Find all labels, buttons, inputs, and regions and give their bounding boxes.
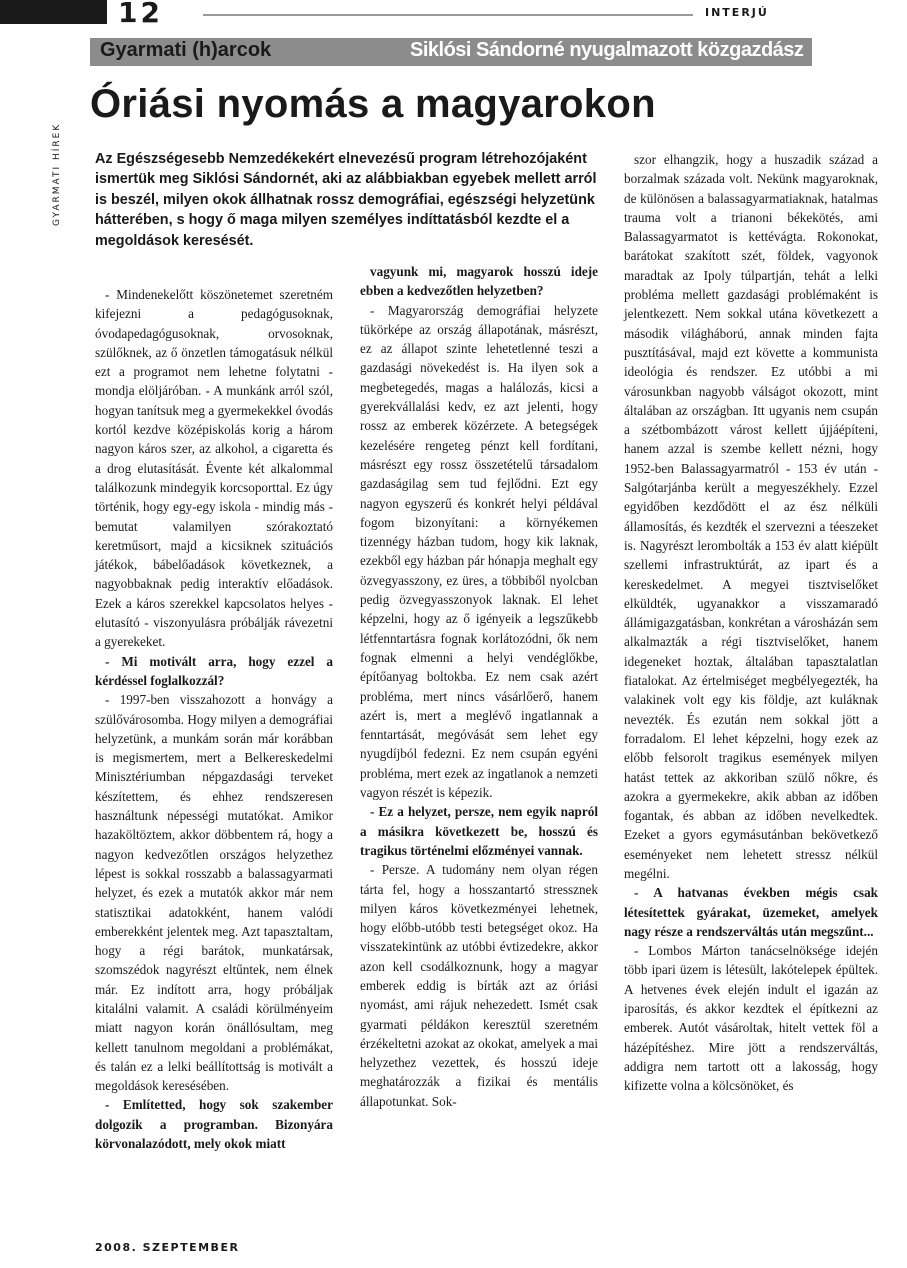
lead-paragraph	[95, 149, 607, 251]
question: - Említetted, hogy sok szakember dolgozik a programban. Bizonyára körvonalazódott, mely okok miatt	[95, 1097, 333, 1152]
issue-date: 2008. SZEPTEMBER	[95, 1241, 240, 1254]
article-column-3	[624, 150, 878, 1096]
paragraph: szor elhangzik, hogy a huszadik század a borzalmak százada volt. Nekünk magyaroknak, de különösen a balassagyarmatiaknak, hatalmas trauma volt a trianoni békekötés, ami Balassagyarmatot is kettévágta. Rokonokat, barátokat szakított szét, földek, vagyonok maradtak az Ipoly túlpartján, tehát a lelki probléma mellett gazdasági problémaként is jelentkezett. Nem sokkal utána következett a második világháború, annak minden fajta pusztításával, majd ezt követte a kommunista ideológia és rendszer. Ez utóbbi a mi városunkban nagyobb válságot okozott, mint általában az országban. Itt ugyanis nem csupán a szétbombázott várost kellett újjáépíteni, hanem azzal is szembe kellett nézni, hogy 1952-ben Balassagyarmatról - 153 év után - Salgótarjánba került a megyeszékhely. Ezzel egyidőben kezdődött el az ész nélküli államosítás, és kezdték el szervezni a téeszeket is. Nagyrészt lerombolták a 153 év alatt kiépült szellemi infrastruktúrát, az ipart és a kereskedelmet. A megyei tisztviselőket elküldték, ugyanakkor a visszamaradó állámigazgatásban, konkrétan a városházán sem alkalmazták a régi tisztviselőket, hanem idegeneket hoztak, általában tapasztalatlan fiatalokat. Az értelmiséget megbélyegezték, ha valakinek volt egy kis földje, azt kuláknak nevezték. És ezután nem sokkal jött a forradalom. El lehet képzelni, hogy ezek az előbb felsorolt tragikus események milyen hatást tettek az akkoriban szülő nőkre, és azokra a gyermekekre, akik abban az időben fogantak, és abban az időben nevelkedtek. Ezeket a gyors egymásutánban bekövetkező eseményeket nem lehetett stressz nélkül megélni.	[624, 152, 878, 881]
page-number-bar	[0, 0, 107, 24]
side-label-text: GYARMATI HÍREK	[52, 122, 62, 226]
paragraph: - Persze. A tudomány nem olyan régen tárta fel, hogy a hosszantartó stressznek milyen káros következményei lehetnek, hogy előbb-utóbb testi betegséget okoz. Ha visszatekintünk az utóbbi évtizedekre, akkor azon kell csodálkoznunk, hogy a magyar emberek eddig is bírták azt az óriási nyomást, ami rájuk nehezedett. Ismét csak gyarmati példákon keresztül szeretném érzékeltetni azokat az okokat, amelyek a mai helyzethez vezettek, és hosszú ideje meghatározzák a fizikai és mentális állapotunkat. Sok-	[360, 862, 598, 1109]
headline: Óriási nyomás a magyarokon	[90, 82, 656, 126]
article-column-2	[360, 262, 598, 1111]
side-label	[48, 100, 68, 270]
header-rule	[203, 14, 693, 16]
question: vagyunk mi, magyarok hosszú ideje ebben a kedvezőtlen helyzetben?	[360, 264, 598, 299]
paragraph: - Magyarország demográfiai helyzete tükörképe az ország állapotának, másrészt, ez az állapot szinte lehetetlenné teszi a gazdasági növekedést is. Ha ilyen sok a megbetegedés, magas a halálozás, kicsi a gyerekvállalási kedv, ez azt jelenti, hogy rossz az emberek közérzete. A betegségek kezelésére rengeteg pénzt kell fordítani, másrészt egy rossz összetételű társadalom gazdaságilag sem tud fejlődni. Ezt egy nagyon egyszerű és konkrét helyi példával fogom bizonyítani: a környékemen tizennégy házban tudom, hogy kik laknak, ezekből egy házban pár hónapja meghalt egy özvegyasszony, ez üres, a többiből nyolcban pedig özvegyasszonyok laknak. El lehet képzelni, hogy az ő igényeik a legszűkebb létfenntartásra fognak korlátozódni, ők nem fognak elmenni a helyi vendéglőkbe, építőanyag boltokba. Ez nem csak azért probléma, mert nincs vásárlőerő, hanem azért is, mert a meglévő ingatlannak a fenntartását, megóvását sem lehet egy nyugdíjból fedezni. Ez nem csupán egyéni probléma, mert ezek az ingatlanok a nemzeti vagyon részét is képezik.	[360, 302, 598, 801]
lead-text: Az Egészségesebb Nemzedékekért elnevezésű program létrehozójaként ismertük meg Siklósi Sándornét, aki az alábbiakban egyebek mellett arról is beszél, milyen okok állhatnak rossz demográfiai, egészségi helyzetünk hátterében, s hogy ő maga milyen személyes indíttatásból kezdte el a megoldások keresését.	[95, 151, 597, 249]
article-column-1	[95, 285, 333, 1153]
paragraph: - Mindenekelőtt köszönetemet szeretném kifejezni a pedagógusoknak, óvodapedagógusoknak, orvosoknak, szülőknek, az ő önzetlen támogatásuk nélkül ezt a programot nem lehetne folytatni - mondja elöljáróban. - A munkánk arról szól, hogyan tanítsuk meg a gyermekekkel óvodás kortól kezdve középiskolás korig a három nagyon káros szer, az alkohol, a cigaretta és a drog elutasítását. Évente két alkalommal találkozunk mindegyik korcsoporttal. Ez úgy történik, hogy egy-egy iskola - mindig más - bemutat valamilyen szórakoztató keretműsort, majd a kicsiknek szituációs játékok, bábelőadások következnek, a nagyobbaknak pedig interaktív előadások. Ezek a káros szerekkel kapcsolatos helyes - elutasító - viszonyulásra próbálják rávezetni a gyerekeket.	[95, 287, 333, 650]
question: - Ez a helyzet, persze, nem egyik napról a másikra következett be, hosszú és tragikus történelmi előzményei vannak.	[360, 804, 598, 858]
paragraph: - 1997-ben visszahozott a honvágy a szülővárosomba. Hogy milyen a demográfiai helyzetünk, a munkám során már korábban is megismertem, mert a Belkereskedelmi Minisztériumban népgazdasági terveket készítettem, és ehhez rendszeresen használtunk népességi mutatókat. Amikor hazaköltöztem, akkor döbbentem rá, hogy a nagyon kedvezőtlen országos helyzethez lépest is sokkal rosszabb a balassagyarmati helyzet, és ezek a mutatók akkor már nem statisztikai adatokként, hanem valódi emberekként jelentek meg. Azt tapasztaltam, hogy a régi barátok, munkatársak, szomszédok nagyrészt eltűntek, nem élnek már. Ez indított arra, hogy próbáljak kitalálni valamit. A családi körülményeim miatt nagyon korán önállósultam, meg kellett tanulnom megoldani a problémákat, és talán ez a lelki beállítottság is motivált a megoldások keresésében.	[95, 692, 333, 1094]
interview-subject: Siklósi Sándorné nyugalmazott közgazdász	[410, 39, 804, 61]
section-label: INTERJÚ	[705, 6, 769, 19]
paragraph: - Lombos Márton tanácselnöksége idején több ipari üzem is létesült, lakótelepek épültek. A hetvenes évek elején indult el igazán az iparosítás, és akkor kezdtek el építkezni az emberek. Autót vásároltak, hitelt vettek föl a házépítéshez. Mire jött a rendszerváltás, addigra nem tartott ott a lakosság, hogy kifizette volna a kölcsönöket, és	[624, 943, 878, 1094]
column-name: Gyarmati (h)arcok	[100, 39, 272, 61]
question: - A hatvanas években mégis csak létesítettek gyárakat, üzemeket, amelyek nagy része a rendszerváltás után megszűnt...	[624, 885, 878, 939]
page-number: 12	[118, 0, 163, 29]
question: - Mi motivált arra, hogy ezzel a kérdéssel foglalkozzál?	[95, 653, 333, 688]
